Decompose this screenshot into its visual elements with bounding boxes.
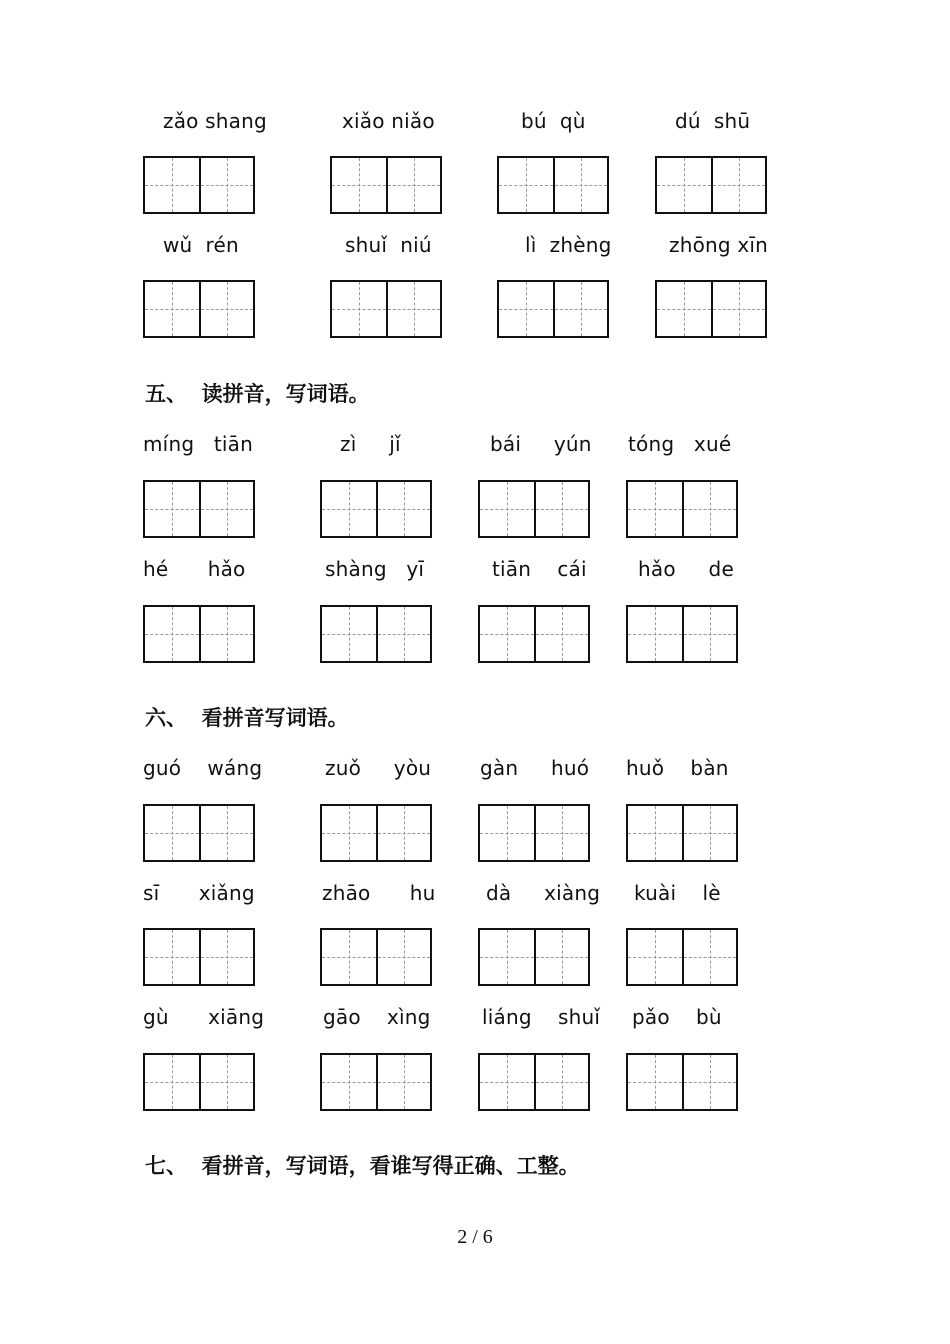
pinyin-label: zǎo shang [163, 109, 267, 133]
grid-cell[interactable] [199, 158, 253, 212]
grid-cell[interactable] [553, 158, 607, 212]
writing-grid[interactable] [626, 480, 738, 538]
grid-cell[interactable] [711, 282, 765, 336]
writing-grid[interactable] [655, 156, 767, 214]
grid-cell[interactable] [682, 482, 736, 536]
writing-grid[interactable] [320, 804, 432, 862]
writing-grid[interactable] [478, 605, 590, 663]
grid-cell[interactable] [657, 282, 711, 336]
grid-cell[interactable] [376, 1055, 430, 1109]
grid-cell[interactable] [199, 482, 253, 536]
pinyin-label: zhāo hu [322, 881, 436, 905]
grid-cell[interactable] [628, 930, 682, 984]
pinyin-label: wǔ rén [163, 233, 239, 257]
grid-cell[interactable] [376, 607, 430, 661]
writing-grid[interactable] [143, 804, 255, 862]
grid-cell[interactable] [480, 930, 534, 984]
pinyin-label: zì jǐ [340, 432, 401, 456]
section-heading-5: 五、 读拼音，写词语。 [145, 381, 370, 406]
grid-cell[interactable] [534, 482, 588, 536]
grid-cell[interactable] [145, 1055, 199, 1109]
grid-cell[interactable] [199, 806, 253, 860]
grid-cell[interactable] [145, 607, 199, 661]
grid-cell[interactable] [682, 930, 736, 984]
grid-cell[interactable] [480, 806, 534, 860]
pinyin-label: sī xiǎng [143, 881, 255, 905]
pinyin-label: hé hǎo [143, 557, 246, 581]
grid-cell[interactable] [322, 1055, 376, 1109]
pinyin-label: zuǒ yòu [325, 756, 432, 780]
writing-grid[interactable] [497, 280, 609, 338]
grid-cell[interactable] [145, 930, 199, 984]
writing-grid[interactable] [143, 280, 255, 338]
grid-cell[interactable] [145, 158, 199, 212]
grid-cell[interactable] [534, 607, 588, 661]
grid-cell[interactable] [322, 930, 376, 984]
writing-grid[interactable] [143, 1053, 255, 1111]
writing-grid[interactable] [320, 1053, 432, 1111]
writing-grid[interactable] [497, 156, 609, 214]
grid-cell[interactable] [682, 806, 736, 860]
pinyin-label: pǎo bù [632, 1005, 722, 1029]
writing-grid[interactable] [143, 480, 255, 538]
pinyin-label: tóng xué [628, 432, 732, 456]
pinyin-label: tiān cái [492, 557, 587, 581]
grid-cell[interactable] [376, 482, 430, 536]
writing-grid[interactable] [626, 928, 738, 986]
pinyin-label: dú shū [675, 109, 751, 133]
writing-grid[interactable] [626, 804, 738, 862]
grid-cell[interactable] [480, 1055, 534, 1109]
pinyin-label: míng tiān [143, 432, 254, 456]
writing-grid[interactable] [320, 480, 432, 538]
grid-cell[interactable] [322, 607, 376, 661]
pinyin-label: huǒ bàn [626, 756, 729, 780]
grid-cell[interactable] [480, 482, 534, 536]
grid-cell[interactable] [376, 930, 430, 984]
writing-grid[interactable] [478, 804, 590, 862]
grid-cell[interactable] [480, 607, 534, 661]
writing-grid[interactable] [478, 928, 590, 986]
pinyin-label: lì zhèng [525, 233, 612, 257]
pinyin-label: zhōng xīn [669, 233, 769, 257]
writing-grid[interactable] [330, 280, 442, 338]
grid-cell[interactable] [386, 158, 440, 212]
grid-cell[interactable] [499, 282, 553, 336]
grid-cell[interactable] [628, 806, 682, 860]
page-indicator: 2 / 6 [457, 1226, 493, 1248]
pinyin-label: bái yún [490, 432, 592, 456]
pinyin-label: xiǎo niǎo [342, 109, 435, 133]
pinyin-label: gàn huó [480, 756, 590, 780]
grid-cell[interactable] [145, 282, 199, 336]
pinyin-label: guó wáng [143, 756, 263, 780]
pinyin-label: hǎo de [638, 557, 734, 581]
writing-grid[interactable] [143, 605, 255, 663]
writing-grid[interactable] [655, 280, 767, 338]
writing-grid[interactable] [478, 1053, 590, 1111]
grid-cell[interactable] [628, 1055, 682, 1109]
writing-grid[interactable] [143, 928, 255, 986]
writing-grid[interactable] [626, 1053, 738, 1111]
writing-grid[interactable] [320, 928, 432, 986]
pinyin-label: gāo xìng [323, 1005, 431, 1029]
grid-cell[interactable] [499, 158, 553, 212]
grid-cell[interactable] [682, 607, 736, 661]
section-heading-6: 六、 看拼音写词语。 [145, 705, 349, 730]
grid-cell[interactable] [628, 482, 682, 536]
writing-grid[interactable] [320, 605, 432, 663]
grid-cell[interactable] [199, 607, 253, 661]
grid-cell[interactable] [711, 158, 765, 212]
grid-cell[interactable] [553, 282, 607, 336]
grid-cell[interactable] [534, 806, 588, 860]
writing-grid[interactable] [478, 480, 590, 538]
grid-cell[interactable] [657, 158, 711, 212]
grid-cell[interactable] [145, 482, 199, 536]
grid-cell[interactable] [386, 282, 440, 336]
grid-cell[interactable] [376, 806, 430, 860]
grid-cell[interactable] [628, 607, 682, 661]
pinyin-label: dà xiàng [486, 881, 601, 905]
pinyin-label: shuǐ niú [345, 233, 432, 257]
grid-cell[interactable] [332, 282, 386, 336]
pinyin-label: gù xiāng [143, 1005, 265, 1029]
grid-cell[interactable] [534, 930, 588, 984]
pinyin-label: bú qù [521, 109, 586, 133]
grid-cell[interactable] [322, 482, 376, 536]
writing-grid[interactable] [143, 156, 255, 214]
grid-cell[interactable] [682, 1055, 736, 1109]
grid-cell[interactable] [199, 930, 253, 984]
pinyin-label: liáng shuǐ [482, 1005, 601, 1029]
grid-cell[interactable] [534, 1055, 588, 1109]
grid-cell[interactable] [332, 158, 386, 212]
writing-grid[interactable] [626, 605, 738, 663]
pinyin-label: kuài lè [634, 881, 721, 905]
grid-cell[interactable] [199, 282, 253, 336]
pinyin-label: shàng yī [325, 557, 425, 581]
grid-cell[interactable] [322, 806, 376, 860]
grid-cell[interactable] [145, 806, 199, 860]
section-heading-7: 七、 看拼音，写词语，看谁写得正确、工整。 [145, 1153, 580, 1178]
writing-grid[interactable] [330, 156, 442, 214]
grid-cell[interactable] [199, 1055, 253, 1109]
